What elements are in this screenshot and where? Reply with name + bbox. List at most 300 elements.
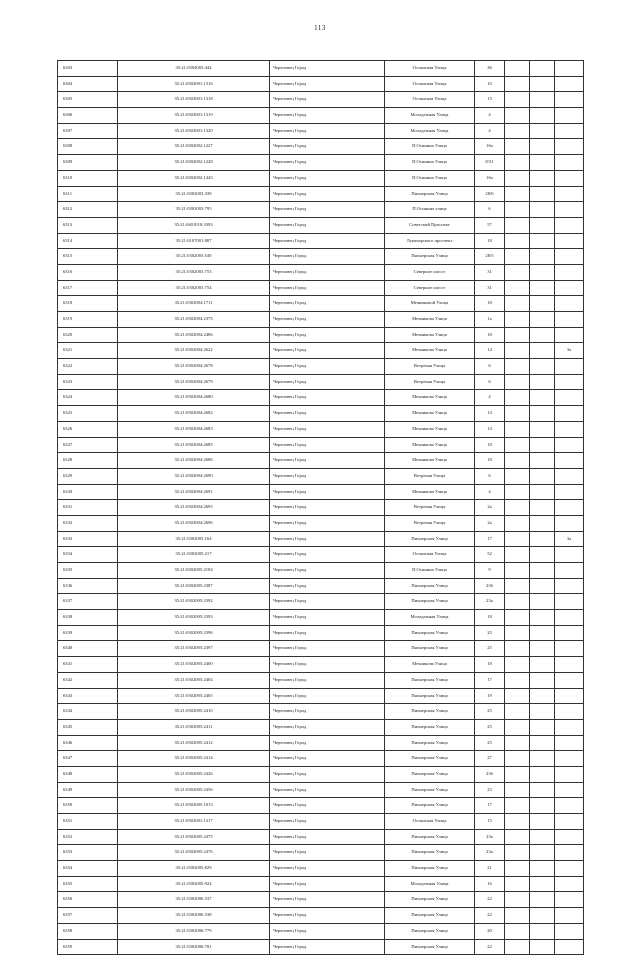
city-cell: Череповец Город: [270, 641, 385, 657]
city-cell: Череповец Город: [270, 359, 385, 375]
extra-cell-2: [530, 735, 555, 751]
house-number-cell: 16а: [475, 139, 505, 155]
extra-cell-1: [505, 312, 530, 328]
extra-cell-2: [530, 92, 555, 108]
street-cell: Остинская Улица: [385, 76, 475, 92]
extra-cell-1: [505, 876, 530, 892]
city-cell: Череповец Город: [270, 861, 385, 877]
street-cell: Пионерская Улица: [385, 892, 475, 908]
city-cell: Череповец Город: [270, 202, 385, 218]
table-body: [58, 61, 584, 955]
extra-cell-1: [505, 735, 530, 751]
extra-cell-2: [530, 468, 555, 484]
extra-cell-2: [530, 406, 555, 422]
table-row: [58, 563, 584, 579]
cadastral-number-cell: 35:21:0107001:887: [118, 233, 270, 249]
street-cell: Пионерская Улица: [385, 845, 475, 861]
extra-cell-1: [505, 531, 530, 547]
street-cell: П.Осинина Улица: [385, 139, 475, 155]
street-cell: П.Осинина улица: [385, 202, 475, 218]
table-row: [58, 233, 584, 249]
cadastral-number-cell: 35:21:0302005:2397: [118, 641, 270, 657]
city-cell: Череповец Город: [270, 280, 385, 296]
row-number-cell: 6356: [58, 892, 118, 908]
extra-cell-1: [505, 484, 530, 500]
extra-cell-2: [530, 845, 555, 861]
extra-cell-3: [555, 751, 584, 767]
table-row: [58, 939, 584, 955]
city-cell: Череповец Город: [270, 249, 385, 265]
extra-cell-3: [555, 312, 584, 328]
row-number-cell: 6353: [58, 845, 118, 861]
city-cell: Череповец Город: [270, 657, 385, 673]
extra-cell-3: [555, 202, 584, 218]
extra-cell-1: [505, 155, 530, 171]
extra-cell-1: [505, 610, 530, 626]
street-cell: Мечникова Улица: [385, 343, 475, 359]
row-number-cell: 6345: [58, 719, 118, 735]
house-number-cell: 27: [475, 751, 505, 767]
extra-cell-3: [555, 139, 584, 155]
table-row: [58, 814, 584, 830]
extra-cell-2: [530, 343, 555, 359]
city-cell: Череповец Город: [270, 343, 385, 359]
city-cell: Череповец Город: [270, 406, 385, 422]
city-cell: Череповец Город: [270, 735, 385, 751]
table-row: [58, 437, 584, 453]
cadastral-number-cell: 35:21:0302005:2412: [118, 735, 270, 751]
row-number-cell: 6316: [58, 264, 118, 280]
house-number-cell: 6: [475, 374, 505, 390]
house-number-cell: 4: [475, 108, 505, 124]
cadastral-number-cell: 35:21:0302003:549: [118, 249, 270, 265]
table-row: [58, 908, 584, 924]
extra-cell-1: [505, 296, 530, 312]
city-cell: Череповец Город: [270, 594, 385, 610]
street-cell: Пионерская Улица: [385, 625, 475, 641]
extra-cell-3: [555, 468, 584, 484]
cadastral-number-cell: 35:21:0302005:924: [118, 876, 270, 892]
extra-cell-3: [555, 594, 584, 610]
street-cell: Остинская Улица: [385, 61, 475, 77]
city-cell: Череповец Город: [270, 296, 385, 312]
street-cell: Остинская Улица: [385, 547, 475, 563]
extra-cell-1: [505, 515, 530, 531]
table-row: [58, 892, 584, 908]
extra-cell-3: [555, 264, 584, 280]
row-number-cell: 6314: [58, 233, 118, 249]
street-cell: П.Осинина Улица: [385, 155, 475, 171]
row-number-cell: 6315: [58, 249, 118, 265]
house-number-cell: 9: [475, 563, 505, 579]
city-cell: Череповец Город: [270, 610, 385, 626]
cadastral-number-cell: 35:21:0401010:3393: [118, 217, 270, 233]
street-cell: Пионерская Улица: [385, 594, 475, 610]
house-number-cell: 18: [475, 453, 505, 469]
house-number-cell: 10: [475, 76, 505, 92]
city-cell: Череповец Город: [270, 798, 385, 814]
table-row: [58, 923, 584, 939]
row-number-cell: 6307: [58, 123, 118, 139]
extra-cell-2: [530, 390, 555, 406]
extra-cell-2: [530, 123, 555, 139]
extra-cell-2: [530, 782, 555, 798]
row-number-cell: 6330: [58, 484, 118, 500]
row-number-cell: 6349: [58, 782, 118, 798]
extra-cell-3: [555, 625, 584, 641]
row-number-cell: 6321: [58, 343, 118, 359]
table-row: [58, 594, 584, 610]
house-number-cell: 23а: [475, 829, 505, 845]
house-number-cell: 22: [475, 892, 505, 908]
city-cell: Череповец Город: [270, 892, 385, 908]
city-cell: Череповец Город: [270, 751, 385, 767]
extra-cell-1: [505, 500, 530, 516]
extra-cell-1: [505, 202, 530, 218]
house-number-cell: 52: [475, 547, 505, 563]
city-cell: Череповец Город: [270, 923, 385, 939]
city-cell: Череповец Город: [270, 939, 385, 955]
extra-cell-2: [530, 861, 555, 877]
row-number-cell: 6312: [58, 202, 118, 218]
city-cell: Череповец Город: [270, 484, 385, 500]
extra-cell-1: [505, 829, 530, 845]
table-row: [58, 641, 584, 657]
row-number-cell: 6350: [58, 798, 118, 814]
extra-cell-2: [530, 704, 555, 720]
street-cell: Ветреная Улица: [385, 515, 475, 531]
street-cell: Пионерская Улица: [385, 751, 475, 767]
house-number-cell: 16а: [475, 170, 505, 186]
extra-cell-2: [530, 217, 555, 233]
house-number-cell: 17: [475, 531, 505, 547]
table-row: [58, 186, 584, 202]
cadastral-number-cell: 35:21:0302003:339: [118, 186, 270, 202]
extra-cell-1: [505, 186, 530, 202]
cadastral-number-cell: 35:21:0302005:2456: [118, 782, 270, 798]
row-number-cell: 6339: [58, 625, 118, 641]
street-cell: Пионерская Улица: [385, 861, 475, 877]
house-number-cell: 18: [475, 327, 505, 343]
street-cell: Мечникова Улица: [385, 312, 475, 328]
extra-cell-2: [530, 939, 555, 955]
house-number-cell: 14: [475, 343, 505, 359]
city-cell: Череповец Город: [270, 500, 385, 516]
house-number-cell: 28/5: [475, 249, 505, 265]
row-number-cell: 6305: [58, 92, 118, 108]
cadastral-number-cell: 35:21:0302004:2680: [118, 390, 270, 406]
cadastral-number-cell: 35:21:0302005:2426: [118, 766, 270, 782]
street-cell: Пионерская Улица: [385, 923, 475, 939]
table-row: [58, 264, 584, 280]
city-cell: Череповец Город: [270, 704, 385, 720]
row-number-cell: 6342: [58, 672, 118, 688]
street-cell: Пионерская Улица: [385, 641, 475, 657]
extra-cell-2: [530, 515, 555, 531]
house-number-cell: 23б: [475, 766, 505, 782]
cadastral-number-cell: 35:21:0302005:1013: [118, 798, 270, 814]
extra-cell-3: [555, 563, 584, 579]
extra-cell-3: [555, 296, 584, 312]
table-row: [58, 92, 584, 108]
extra-cell-1: [505, 845, 530, 861]
extra-cell-1: [505, 61, 530, 77]
house-number-cell: 18: [475, 233, 505, 249]
city-cell: Череповец Город: [270, 531, 385, 547]
extra-cell-3: [555, 217, 584, 233]
cadastral-number-cell: 35:21:0304003:444: [118, 61, 270, 77]
extra-cell-1: [505, 751, 530, 767]
page-number: 113: [314, 24, 326, 32]
city-cell: Череповец Город: [270, 563, 385, 579]
extra-cell-3: [555, 374, 584, 390]
row-number-cell: 6344: [58, 704, 118, 720]
extra-cell-3: [555, 547, 584, 563]
cadastral-number-cell: 35:21:0302004:2682: [118, 406, 270, 422]
extra-cell-3: [555, 123, 584, 139]
extra-cell-1: [505, 923, 530, 939]
extra-cell-1: [505, 782, 530, 798]
house-number-cell: 22: [475, 908, 505, 924]
extra-cell-1: [505, 249, 530, 265]
table-row: [58, 672, 584, 688]
extra-cell-2: [530, 876, 555, 892]
extra-cell-1: [505, 170, 530, 186]
table-row: [58, 704, 584, 720]
row-number-cell: 6332: [58, 515, 118, 531]
extra-cell-3: [555, 359, 584, 375]
extra-cell-3: [555, 876, 584, 892]
house-number-cell: 15: [475, 814, 505, 830]
street-cell: Пионерская Улица: [385, 735, 475, 751]
house-number-cell: 18: [475, 657, 505, 673]
city-cell: Череповец Город: [270, 312, 385, 328]
row-number-cell: 6323: [58, 374, 118, 390]
table-row: [58, 327, 584, 343]
row-number-cell: 6329: [58, 468, 118, 484]
extra-cell-2: [530, 814, 555, 830]
city-cell: Череповец Город: [270, 233, 385, 249]
extra-cell-1: [505, 719, 530, 735]
extra-cell-1: [505, 908, 530, 924]
extra-cell-2: [530, 672, 555, 688]
house-number-cell: 25: [475, 625, 505, 641]
extra-cell-3: [555, 892, 584, 908]
house-number-cell: 4: [475, 390, 505, 406]
street-cell: Советский Проспект: [385, 217, 475, 233]
extra-cell-2: [530, 108, 555, 124]
house-number-cell: 14: [475, 421, 505, 437]
extra-cell-3: [555, 939, 584, 955]
extra-cell-3: [555, 657, 584, 673]
city-cell: Череповец Город: [270, 76, 385, 92]
row-number-cell: 6306: [58, 108, 118, 124]
extra-cell-3: [555, 390, 584, 406]
table-row: [58, 108, 584, 124]
city-cell: Череповец Город: [270, 688, 385, 704]
extra-cell-1: [505, 437, 530, 453]
extra-cell-1: [505, 594, 530, 610]
extra-cell-2: [530, 688, 555, 704]
extra-cell-3: [555, 908, 584, 924]
extra-cell-3: [555, 578, 584, 594]
row-number-cell: 6351: [58, 814, 118, 830]
extra-cell-2: [530, 923, 555, 939]
extra-cell-1: [505, 547, 530, 563]
extra-cell-3: [555, 704, 584, 720]
house-number-cell: 4: [475, 484, 505, 500]
table-row: [58, 343, 584, 359]
extra-cell-1: [505, 641, 530, 657]
street-cell: П.Осинина Улица: [385, 563, 475, 579]
cadastral-number-cell: 35:21:0302003:795: [118, 202, 270, 218]
extra-cell-1: [505, 766, 530, 782]
extra-cell-1: [505, 814, 530, 830]
extra-cell-2: [530, 625, 555, 641]
extra-cell-2: [530, 594, 555, 610]
extra-cell-2: [530, 578, 555, 594]
extra-cell-3: [555, 155, 584, 171]
city-cell: Череповец Город: [270, 908, 385, 924]
row-number-cell: 6326: [58, 421, 118, 437]
street-cell: Ветреная Улица: [385, 374, 475, 390]
street-cell: Молодежная Улица: [385, 876, 475, 892]
extra-cell-3: [555, 923, 584, 939]
house-number-cell: 2а: [475, 500, 505, 516]
house-number-cell: 28/6: [475, 186, 505, 202]
extra-cell-3: 3а: [555, 343, 584, 359]
extra-cell-3: [555, 845, 584, 861]
street-cell: Мечникова Улица: [385, 657, 475, 673]
extra-cell-2: [530, 312, 555, 328]
house-number-cell: 8/31: [475, 155, 505, 171]
extra-cell-2: [530, 500, 555, 516]
street-cell: Мечникова Улица: [385, 406, 475, 422]
row-number-cell: 6357: [58, 908, 118, 924]
extra-cell-2: [530, 264, 555, 280]
cadastral-number-cell: 35:21:0302003:754: [118, 280, 270, 296]
extra-cell-2: [530, 327, 555, 343]
extra-cell-2: [530, 155, 555, 171]
extra-cell-3: [555, 233, 584, 249]
extra-cell-3: [555, 61, 584, 77]
house-number-cell: 1а: [475, 312, 505, 328]
extra-cell-2: [530, 453, 555, 469]
table-row: [58, 170, 584, 186]
extra-cell-2: [530, 186, 555, 202]
table-row: [58, 798, 584, 814]
cadastral-number-cell: 35:21:0302004:2683: [118, 421, 270, 437]
extra-cell-2: [530, 233, 555, 249]
table-row: [58, 547, 584, 563]
table-row: [58, 735, 584, 751]
street-cell: Пионерская Улица: [385, 672, 475, 688]
cadastral-number-cell: 35:21:0302002:1227: [118, 139, 270, 155]
extra-cell-2: [530, 563, 555, 579]
city-cell: Череповец Город: [270, 578, 385, 594]
cadastral-number-cell: 35:21:0302005:2400: [118, 657, 270, 673]
cadastral-number-cell: 35:21:0302002:1443: [118, 170, 270, 186]
cadastral-number-cell: 35:21:0302005:2414: [118, 751, 270, 767]
cadastral-number-cell: 35:21:0302002:1228: [118, 155, 270, 171]
city-cell: Череповец Город: [270, 437, 385, 453]
city-cell: Череповец Город: [270, 327, 385, 343]
house-number-cell: 15: [475, 92, 505, 108]
row-number-cell: 6352: [58, 829, 118, 845]
cadastral-number-cell: 35:21:0302003:753: [118, 264, 270, 280]
cadastral-number-cell: 35:21:0302004:2685: [118, 437, 270, 453]
table-row: [58, 374, 584, 390]
row-number-cell: 6336: [58, 578, 118, 594]
row-number-cell: 6343: [58, 688, 118, 704]
extra-cell-3: [555, 421, 584, 437]
row-number-cell: 6338: [58, 610, 118, 626]
cadastral-number-cell: 35:21:0302001:1319: [118, 108, 270, 124]
cadastral-number-cell: 35:21:0302006:537: [118, 892, 270, 908]
cadastral-number-cell: 35:21:0302004:2375: [118, 312, 270, 328]
city-cell: Череповец Город: [270, 374, 385, 390]
row-number-cell: 6311: [58, 186, 118, 202]
house-number-cell: 18: [475, 296, 505, 312]
table-row: [58, 657, 584, 673]
city-cell: Череповец Город: [270, 468, 385, 484]
extra-cell-2: [530, 249, 555, 265]
extra-cell-1: [505, 390, 530, 406]
row-number-cell: 6324: [58, 390, 118, 406]
extra-cell-2: [530, 641, 555, 657]
cadastral-number-cell: 35:21:0302005:829: [118, 861, 270, 877]
extra-cell-3: [555, 672, 584, 688]
row-number-cell: 6358: [58, 923, 118, 939]
extra-cell-1: [505, 233, 530, 249]
row-number-cell: 6320: [58, 327, 118, 343]
cadastral-number-cell: 35:21:0302005:164: [118, 531, 270, 547]
extra-cell-3: [555, 280, 584, 296]
cadastral-number-cell: 35:21:0302004:2486: [118, 327, 270, 343]
extra-cell-1: [505, 123, 530, 139]
street-cell: Мечникова Улица: [385, 421, 475, 437]
extra-cell-3: [555, 861, 584, 877]
row-number-cell: 6328: [58, 453, 118, 469]
extra-cell-3: [555, 814, 584, 830]
extra-cell-3: [555, 515, 584, 531]
cadastral-number-cell: 35:21:0302004:2686: [118, 453, 270, 469]
row-number-cell: 6359: [58, 939, 118, 955]
extra-cell-1: [505, 264, 530, 280]
extra-cell-3: [555, 782, 584, 798]
street-cell: Северное шоссе: [385, 280, 475, 296]
street-cell: Пионерская Улица: [385, 688, 475, 704]
cadastral-number-cell: 35:21:0302004:2696: [118, 515, 270, 531]
house-number-cell: 23а: [475, 594, 505, 610]
row-number-cell: 6340: [58, 641, 118, 657]
extra-cell-1: [505, 108, 530, 124]
extra-cell-1: [505, 374, 530, 390]
extra-cell-2: [530, 657, 555, 673]
house-number-cell: 4: [475, 123, 505, 139]
street-cell: Пионерская Улица: [385, 578, 475, 594]
extra-cell-3: [555, 500, 584, 516]
table-row: [58, 359, 584, 375]
extra-cell-3: [555, 453, 584, 469]
table-row: [58, 312, 584, 328]
table-row: [58, 861, 584, 877]
extra-cell-3: [555, 92, 584, 108]
extra-cell-1: [505, 704, 530, 720]
extra-cell-3: [555, 719, 584, 735]
row-number-cell: 6347: [58, 751, 118, 767]
extra-cell-2: [530, 610, 555, 626]
